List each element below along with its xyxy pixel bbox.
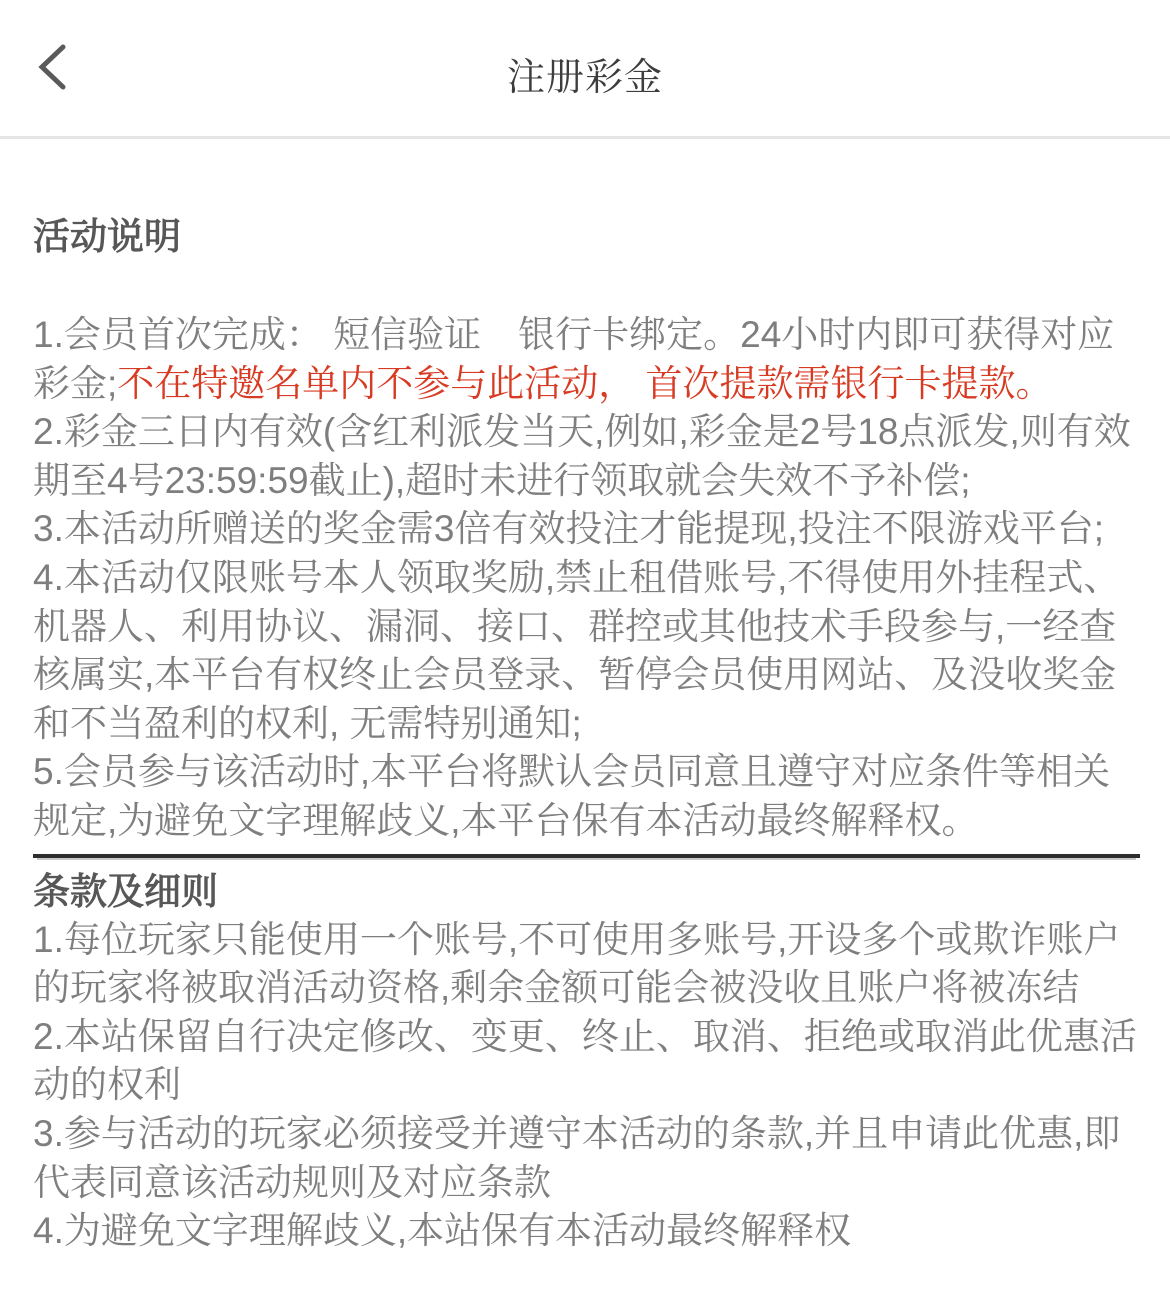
section-heading: 条款及细则 (33, 870, 218, 912)
list-item (33, 554, 1140, 748)
highlight-red-text: 不在特邀名单内不参与此活动， 首次提款需银行卡提款。 (117, 362, 1053, 404)
list-item (33, 1207, 1140, 1256)
section-activity-description (33, 213, 1140, 858)
list-item (33, 748, 1140, 845)
app-bar (0, 0, 1170, 139)
list-item (33, 311, 1140, 408)
body-text: 5.会员参与该活动时,本平台将默认会员同意且遵守对应条件等相关规定,为避免文字理解歧义,本平台保有本活动最终解释权。 (33, 751, 1111, 841)
body-text: 2.本站保留自行决定修改、变更、终止、取消、拒绝或取消此优惠活动的权利 (33, 1015, 1137, 1106)
list-item (33, 916, 1140, 1013)
list-item (33, 1013, 1140, 1110)
section-heading: 活动说明 (33, 216, 181, 257)
body-text: 1.会员首次完成： 短信验证 银行卡绑定。24小时内即可获得对应彩金; (33, 314, 1115, 404)
section-items (33, 916, 1140, 1256)
section-terms-and-rules (33, 858, 1140, 1256)
body-text: 3.本活动所赠送的奖金需3倍有效投注才能提现,投注不限游戏平台; (33, 508, 1104, 550)
list-item (33, 1110, 1140, 1207)
body-text: 1.每位玩家只能使用一个账号,不可使用多账号,开设多个或欺诈账户的玩家将被取消活动资格,剩余金额可能会被没收且账户将被冻结 (33, 918, 1121, 1009)
body-text: 4.本活动仅限账号本人领取奖励,禁止租借账号,不得使用外挂程式、机器人、利用协议、漏洞、接口、群控或其他技术手段参与,一经查核属实,本平台有权终止会员登录、暂停会员使用网站、及没收奖金和不当盈利的权利, 无需特别通知; (33, 556, 1121, 744)
body-text: 2.彩金三日内有效(含红利派发当天,例如,彩金是2号18点派发,则有效期至4号23:59:59截止),超时未进行领取就会失效不予补偿; (33, 411, 1131, 501)
section-items (33, 311, 1140, 846)
body-text: 3.参与活动的玩家必须接受并遵守本活动的条款,并且申请此优惠,即代表同意该活动规则及对应条款 (33, 1112, 1121, 1203)
list-item (33, 408, 1140, 505)
body-text: 4.为避免文字理解歧义,本站保有本活动最终解释权 (33, 1210, 852, 1252)
content-area (0, 139, 1170, 1296)
page-title: 注册彩金 (506, 57, 663, 99)
list-item (33, 505, 1140, 554)
